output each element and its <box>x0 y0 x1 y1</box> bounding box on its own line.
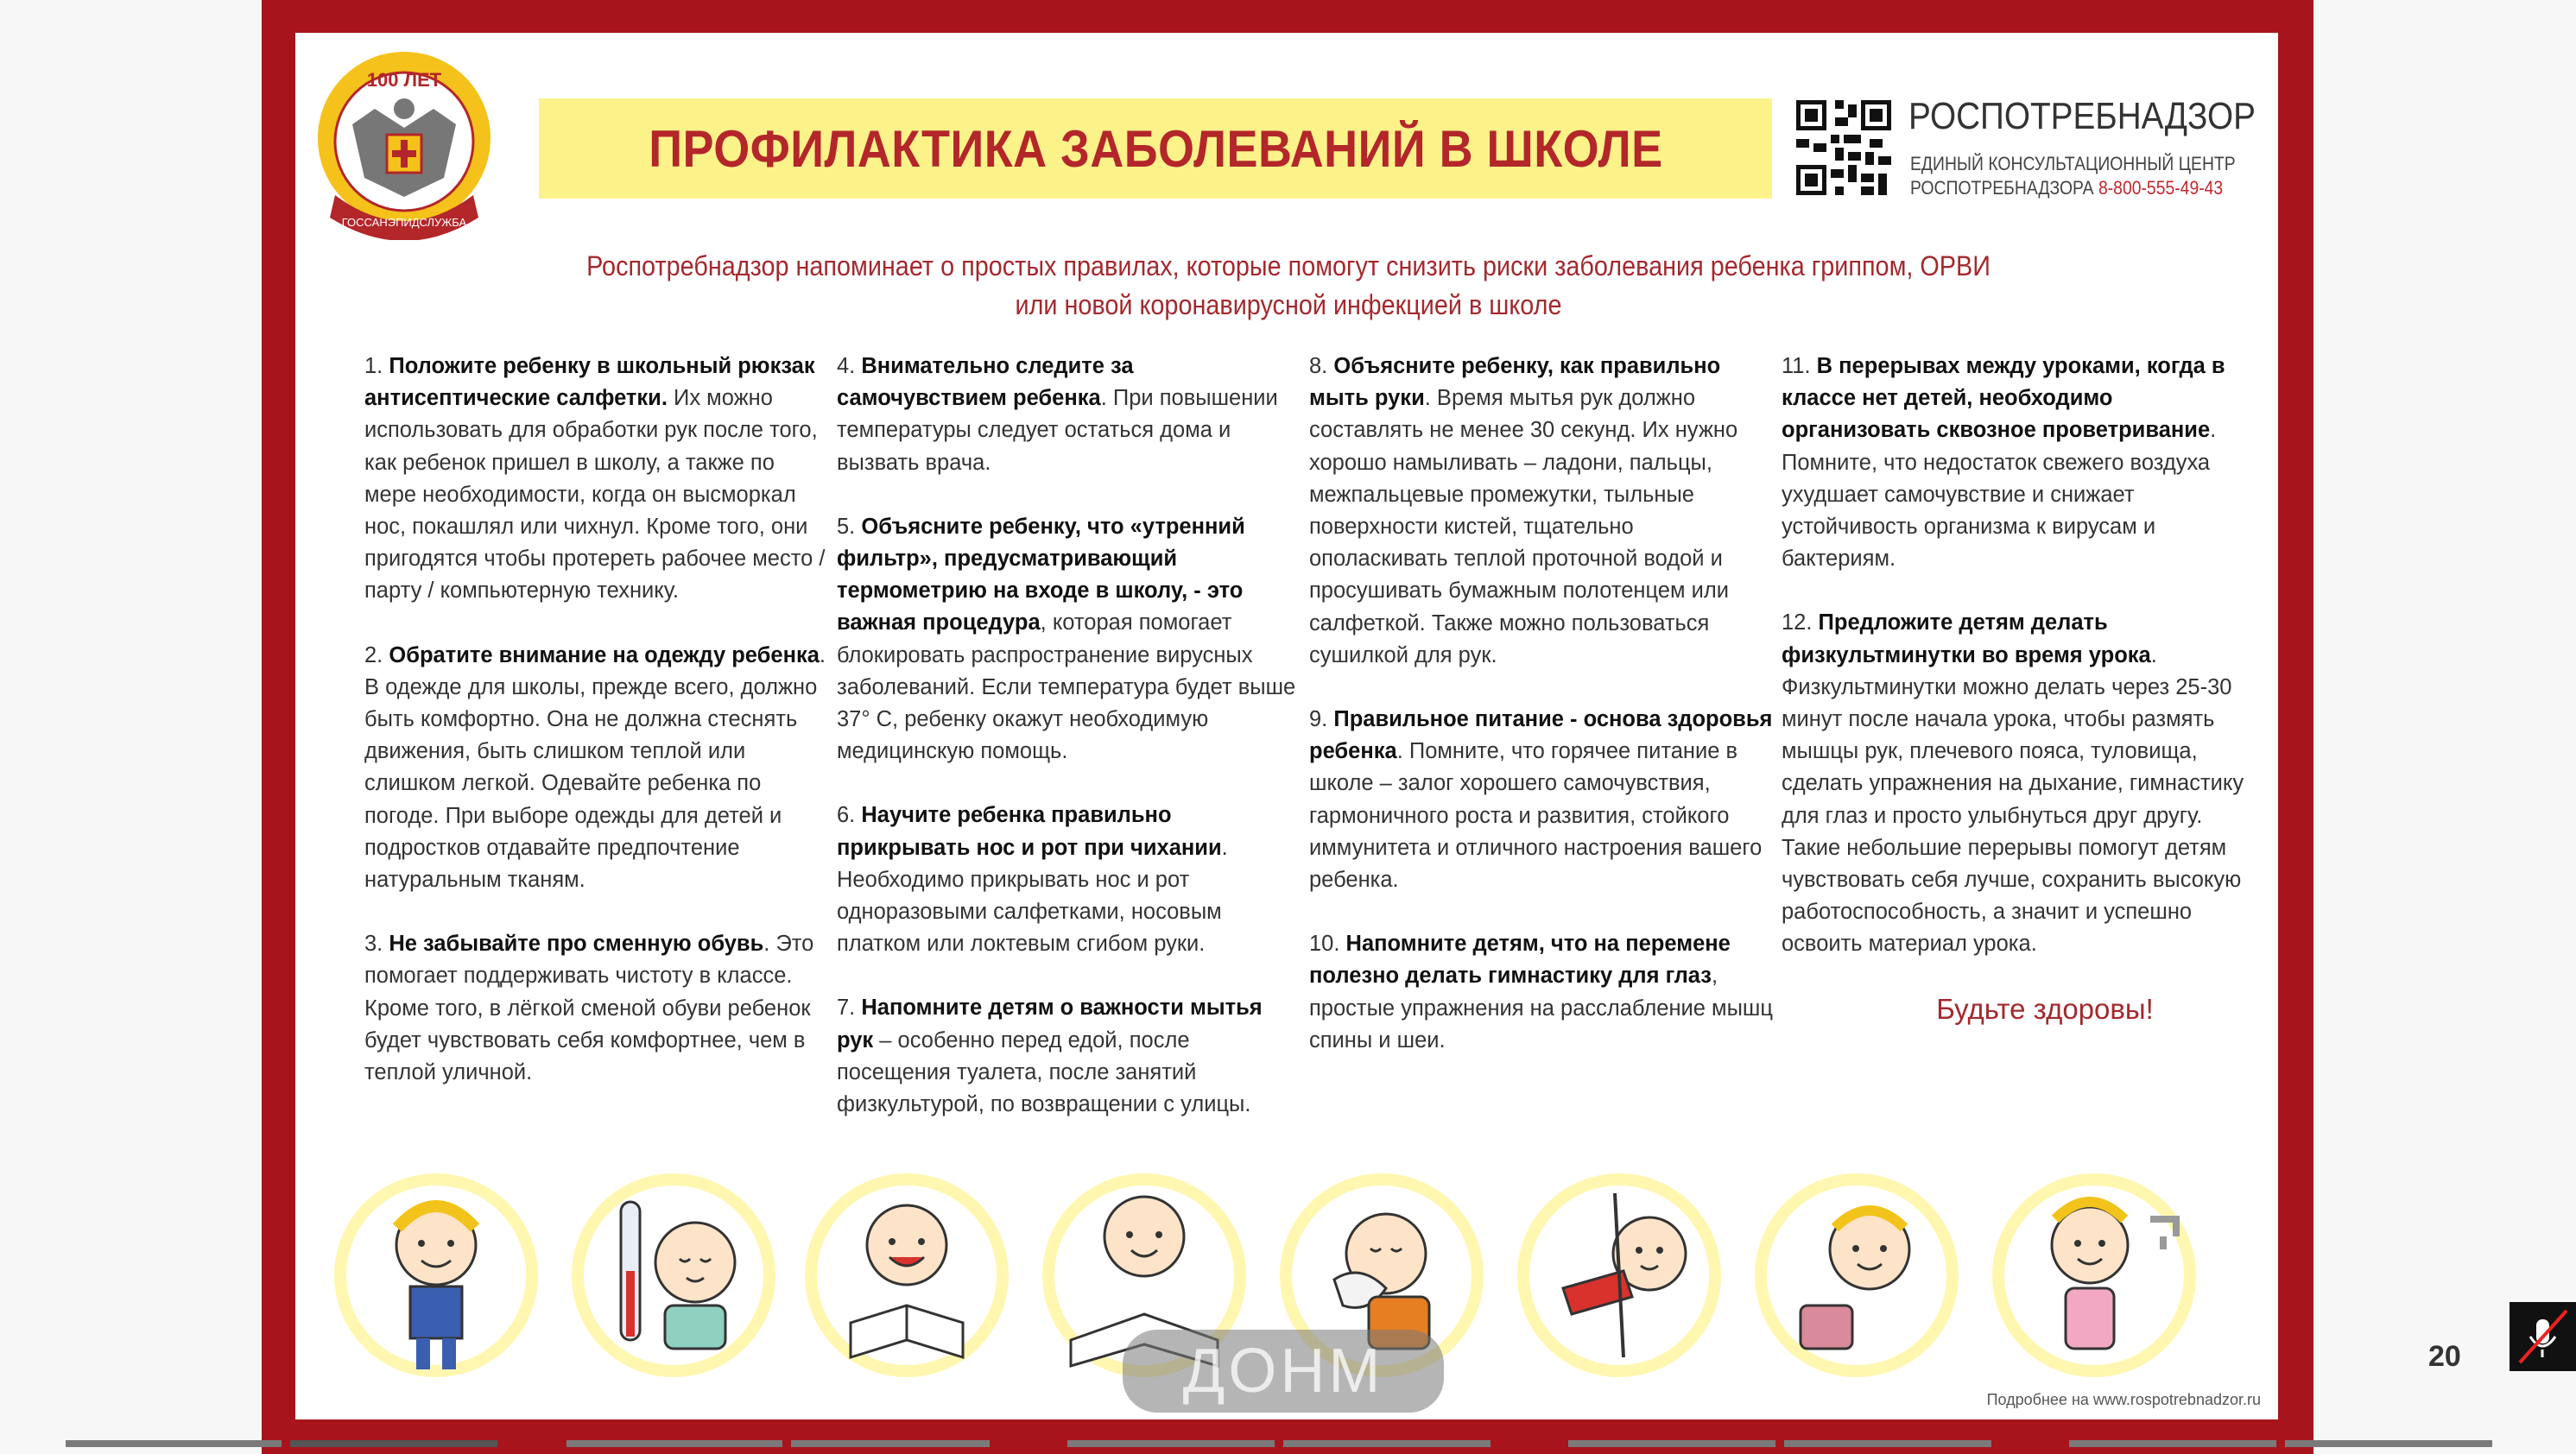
org-name: РОСПОТРЕБНАДЗОР <box>1908 95 2256 137</box>
rules-column-4 <box>1782 351 2248 1025</box>
rule-item: 9. Правильное питание - основа здоровья ребенка. Помните, что горячее питание в школе – залог хорошего самочувствия, гармоничного роста и развития, стойкого иммунитета и отличного настроения вашего ребенка. <box>1309 707 1773 893</box>
boy-in-suit-icon <box>328 1167 544 1383</box>
qr-code-icon <box>1796 100 1891 195</box>
rule-item: 2. Обратите внимание на одежду ребенка. В одежде для школы, прежде всего, должно быть комфортно. Она не должна стеснять движения, быть слишком теплой или слишком легкой. Одевайте ребенка по погоде. При выборе одежды для детей и подростков отдавайте предпочтение натуральным тканям. <box>364 642 826 893</box>
progress-segment <box>566 1440 782 1447</box>
rule-item: 5. Объясните ребенку, что «утренний фильтр», предусматривающий термометрию на входе в школу, - это важная процедура, которая помогает блокировать распространение вирусных заболеваний. Если температура будет выше 37° С, ребенку окажут необходимую медицинскую помощь. <box>837 514 1296 764</box>
org-phone: 8-800-555-49-43 <box>2098 177 2224 199</box>
org-center-line1: ЕДИНЫЙ КОНСУЛЬТАЦИОННЫЙ ЦЕНТР <box>1910 153 2236 174</box>
child-writing-icon <box>799 1167 1015 1383</box>
rule-item: 11. В перерывах между уроками, когда в классе нет детей, необходимо организовать сквозное проветривание. Помните, что недостаток свежего воздуха ухудшает самочувствие и снижает устойчивость организма к вирусам и бактериям. <box>1782 354 2225 572</box>
progress-segment <box>290 1440 497 1447</box>
page-title: ПРОФИЛАКТИКА ЗАБОЛЕВАНИЙ В ШКОЛЕ <box>648 119 1663 178</box>
subtitle-line2: или новой коронавирусной инфекцией в школе <box>1015 289 1562 320</box>
rospotrebnadzor-emblem-icon <box>314 48 494 240</box>
intro-subtitle <box>425 247 2152 325</box>
progress-segment <box>1784 1440 1991 1447</box>
progress-segment <box>1067 1440 1275 1447</box>
rule-item: 10. Напомните детям, что на перемене полезно делать гимнастику для глаз, простые упражнения на расслабление мышц спины и шеи. <box>1309 932 1773 1053</box>
watermark: ДОНМ <box>1123 1330 1444 1413</box>
poster <box>295 33 2278 1419</box>
rules-column-1 <box>364 351 831 1121</box>
footer-note: Подробнее на www.rospotrebnadzor.ru <box>1986 1391 2261 1408</box>
rules-column-3 <box>1309 351 1775 1089</box>
progress-segment <box>2069 1440 2276 1447</box>
org-contact-center <box>1910 152 2236 200</box>
slide-progress-bar[interactable] <box>66 1440 2510 1447</box>
rule-item: 4. Внимательно следите за самочувствием ребенка. При повышении температуры следует остаться дома и вызвать врача. <box>837 354 1278 475</box>
rules-column-2 <box>837 351 1303 1153</box>
rule-item: 3. Не забывайте про сменную обувь. Это помогает поддерживать чистоту в классе. Кроме того, в лёгкой сменой обуви ребенок будет чувствовать себя комфортнее, чем в теплой уличной. <box>364 932 814 1085</box>
rule-item: 6. Научите ребенка правильно прикрывать нос и рот при чихании. Необходимо прикрывать нос и рот одноразовыми салфетками, носовым платком или локтевым сгибом руки. <box>837 803 1228 957</box>
page-number: 20 <box>2428 1340 2461 1373</box>
girl-washing-hands-icon <box>1986 1167 2202 1383</box>
rule-item: 8. Объясните ребенку, как правильно мыть руки. Время мытья рук должно составлять не менее 30 секунд. Их нужно хорошо намыливать – ладони, пальцы, межпальцевые промежутки, тыльные поверхности кистей, тщательно ополаскивать теплой проточной водой и просушивать бумажным полотенцем или салфеткой. Также можно пользоваться сушилкой для рук. <box>1309 354 1738 667</box>
progress-segment <box>1283 1440 1491 1447</box>
rule-item: 1. Положите ребенку в школьный рюкзак антисептические салфетки. Их можно использовать для обработки рук после того, как ребенок пришел в школу, а также по мере необходимости, когда он высморкал нос, покашлял или чихнул. Кроме того, они пригодятся чтобы протереть рабочее место / парту / компьютерную технику. <box>364 354 826 604</box>
microphone-muted-button[interactable] <box>2510 1302 2576 1371</box>
progress-segment <box>66 1440 282 1447</box>
subtitle-line1: Роспотребнадзор напоминает о простых правилах, которые помогут снизить риски заболевания ребенка гриппом, ОРВИ <box>586 250 1991 281</box>
title-banner <box>539 98 1772 199</box>
microphone-muted-icon <box>2510 1302 2576 1371</box>
child-stretching-icon <box>1511 1167 1727 1383</box>
rule-item: 7. Напомните детям о важности мытья рук – особенно перед едой, после посещения туалета, после занятий физкультурой, по возвращении с улицы. <box>837 996 1263 1117</box>
thermometer-child-icon <box>566 1167 782 1383</box>
emblem-ribbon: ГОССАНЭПИДСЛУЖБА <box>341 216 467 229</box>
slogan: Будьте здоровы! <box>1936 992 2154 1025</box>
progress-segment <box>791 1440 990 1447</box>
rule-item: 12. Предложите детям делать физкультминутки во время урока. Физкультминутки можно делать через 25-30 минут после начала урока, чтобы размять мышцы рук, плечевого пояса, туловища, сделать упражнения на дыхание, гимнастику для глаз и просто улыбнуться друг другу. Такие небольшие перерывы помогут детям чувствовать себя лучше, сохранить высокую работоспособность, а значит и успешно освоить материал урока. <box>1782 610 2244 957</box>
emblem-text: 100 ЛЕТ <box>366 69 442 91</box>
child-with-cup-icon <box>1749 1167 1965 1383</box>
progress-segment <box>1568 1440 1775 1447</box>
progress-segment <box>2285 1440 2492 1447</box>
org-center-line2: РОСПОТРЕБНАДЗОРА 8-800-555-49-43 <box>1910 177 2224 199</box>
